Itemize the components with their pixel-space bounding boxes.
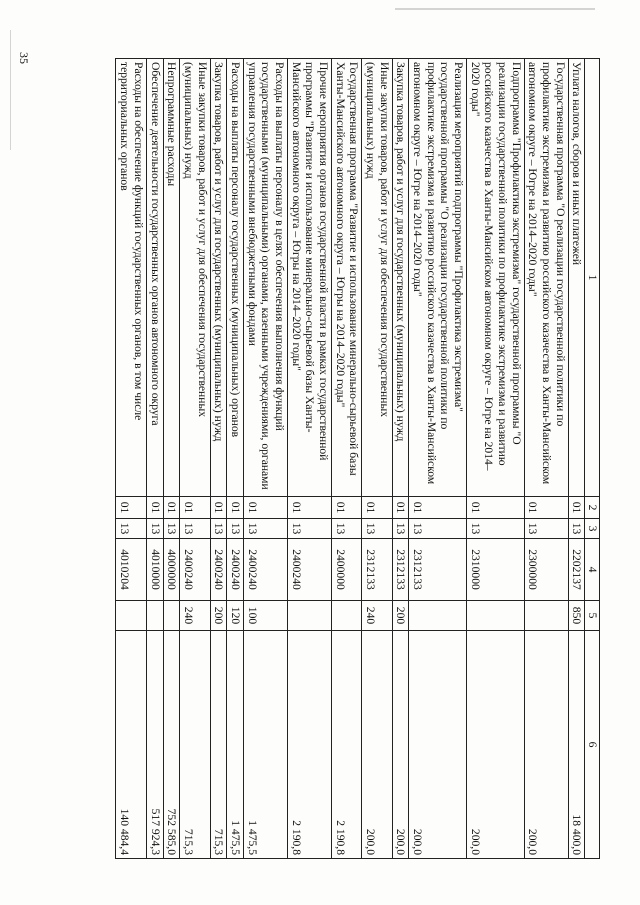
row-section-cell: 01	[243, 497, 287, 519]
row-section-cell: 01	[568, 497, 585, 519]
row-expense-type-cell	[287, 601, 331, 631]
row-expense-type-cell: 200	[392, 601, 409, 631]
row-subsection-cell: 13	[180, 519, 210, 539]
header-cell: 3	[585, 519, 600, 539]
row-section-cell: 01	[392, 497, 409, 519]
header-cell: 4	[585, 539, 600, 601]
table-row	[116, 59, 146, 859]
table-row	[287, 59, 331, 859]
row-section-cell: 01	[146, 497, 163, 519]
row-subsection-cell: 13	[243, 519, 287, 539]
row-name-cell: Подпрограмма "Профилактика экстремизма" государственной программы "О реализации государственной политики по профилактике экстремизма и развитию российского казачества в Ханты-Мансийском автономном округе – Югре на 2014–2020 годы"	[466, 59, 524, 497]
row-amount-cell: 715,3	[210, 631, 227, 859]
row-target-code-cell: 2300000	[524, 539, 568, 601]
header-cell: 1	[585, 59, 600, 497]
row-amount-cell: 140 484,4	[116, 631, 146, 859]
row-target-code-cell: 2400240	[210, 539, 227, 601]
table-row	[466, 59, 524, 859]
row-name-cell: Непрограммные расходы	[163, 59, 180, 497]
row-name-cell: Прочие мероприятия органов государственной власти в рамках государственной программы "Развитие и использование минерально-сырьевой базы Ханты-Мансийского автономного округа – Югры на 2014–2020 годы"	[287, 59, 331, 497]
row-section-cell: 01	[331, 497, 361, 519]
page-number: 35	[17, 52, 31, 64]
row-name-cell: Реализация мероприятий подпрограммы "Профилактика экстремизма" государственной программы "О реализации государственной политики по профилактике экстремизма и развитию российского казачества в Ханты-Мансийском автономном округе – Югре на 2014–2020 годы"	[409, 59, 467, 497]
row-target-code-cell: 2202137	[568, 539, 585, 601]
row-expense-type-cell	[116, 601, 146, 631]
row-subsection-cell: 13	[331, 519, 361, 539]
row-amount-cell: 1 475,5	[227, 631, 244, 859]
rotated-table-container	[86, 58, 600, 858]
row-expense-type-cell	[331, 601, 361, 631]
row-expense-type-cell	[466, 601, 524, 631]
table-row	[409, 59, 467, 859]
row-section-cell: 01	[210, 497, 227, 519]
row-name-cell: Иные закупки товаров, работ и услуг для обеспечения государственных (муниципальных) нужд	[180, 59, 210, 497]
row-target-code-cell: 2400240	[287, 539, 331, 601]
row-name-cell: Обеспечение деятельности государственных органов автономного округа	[146, 59, 163, 497]
row-target-code-cell: 2400240	[180, 539, 210, 601]
row-name-cell: Расходы на выплаты персоналу государственных (муниципальных) органов	[227, 59, 244, 497]
row-target-code-cell: 2312133	[362, 539, 392, 601]
row-expense-type-cell: 200	[210, 601, 227, 631]
row-subsection-cell: 13	[362, 519, 392, 539]
row-amount-cell: 200,0	[362, 631, 392, 859]
row-name-cell: Закупка товаров, работ и услуг для государственных (муниципальных) нужд	[392, 59, 409, 497]
table-row	[146, 59, 163, 859]
row-section-cell: 01	[163, 497, 180, 519]
scan-mark-left	[10, 30, 11, 150]
row-subsection-cell: 13	[116, 519, 146, 539]
table-row	[392, 59, 409, 859]
row-amount-cell: 2 190,8	[331, 631, 361, 859]
row-section-cell: 01	[362, 497, 392, 519]
row-expense-type-cell: 100	[243, 601, 287, 631]
row-expense-type-cell	[409, 601, 467, 631]
row-target-code-cell: 2312133	[392, 539, 409, 601]
row-target-code-cell: 2400240	[227, 539, 244, 601]
row-amount-cell: 200,0	[409, 631, 467, 859]
row-target-code-cell: 4010000	[146, 539, 163, 601]
row-subsection-cell: 13	[568, 519, 585, 539]
row-section-cell: 01	[227, 497, 244, 519]
row-expense-type-cell	[524, 601, 568, 631]
row-subsection-cell: 13	[466, 519, 524, 539]
row-amount-cell: 517 924,3	[146, 631, 163, 859]
row-amount-cell: 752 585,0	[163, 631, 180, 859]
table-row	[180, 59, 210, 859]
header-cell: 6	[585, 631, 600, 859]
table-row	[362, 59, 392, 859]
row-amount-cell: 1 475,5	[243, 631, 287, 859]
row-target-code-cell: 4000000	[163, 539, 180, 601]
row-amount-cell: 200,0	[524, 631, 568, 859]
row-name-cell: Иные закупки товаров, работ и услуг для обеспечения государственных (муниципальных) нужд	[362, 59, 392, 497]
scan-mark-top	[395, 8, 595, 10]
row-target-code-cell: 2400000	[331, 539, 361, 601]
row-amount-cell: 18 400,0	[568, 631, 585, 859]
row-target-code-cell: 2400240	[243, 539, 287, 601]
row-amount-cell: 200,0	[466, 631, 524, 859]
row-section-cell: 01	[409, 497, 467, 519]
row-target-code-cell: 2310000	[466, 539, 524, 601]
row-amount-cell: 2 190,8	[287, 631, 331, 859]
row-subsection-cell: 13	[392, 519, 409, 539]
row-subsection-cell: 13	[287, 519, 331, 539]
row-name-cell: Расходы на обеспечение функций государственных органов, в том числе территориальных органов	[116, 59, 146, 497]
row-name-cell: Государственная программа "Развитие и использование минерально-сырьевой базы Ханты-Мансийского автономного округа – Югры на 2014–2020 годы"	[331, 59, 361, 497]
header-cell: 5	[585, 601, 600, 631]
row-expense-type-cell: 240	[362, 601, 392, 631]
row-section-cell: 01	[180, 497, 210, 519]
row-subsection-cell: 13	[524, 519, 568, 539]
header-cell: 2	[585, 497, 600, 519]
row-name-cell: Государственная программа "О реализации государственной политики по профилактике экстремизма и развитию российского казачества в Ханты-Мансийском автономном округе – Югре на 2014–2020 годы"	[524, 59, 568, 497]
row-name-cell: Расходы на выплаты персоналу в целях обеспечения выполнения функций государственными (муниципальными) органами, казенными учреждениями, органами управления государственными внебюджетными фондами	[243, 59, 287, 497]
table-row	[331, 59, 361, 859]
row-subsection-cell: 13	[146, 519, 163, 539]
row-section-cell: 01	[466, 497, 524, 519]
budget-table	[116, 58, 601, 859]
table-row	[227, 59, 244, 859]
row-target-code-cell: 4010204	[116, 539, 146, 601]
row-expense-type-cell	[163, 601, 180, 631]
table-row	[210, 59, 227, 859]
row-section-cell: 01	[116, 497, 146, 519]
row-target-code-cell: 2312133	[409, 539, 467, 601]
row-name-cell: Закупка товаров, работ и услуг для государственных (муниципальных) нужд	[210, 59, 227, 497]
row-expense-type-cell	[146, 601, 163, 631]
table-row	[568, 59, 585, 859]
table-row	[524, 59, 568, 859]
row-amount-cell: 200,0	[392, 631, 409, 859]
row-expense-type-cell: 120	[227, 601, 244, 631]
row-subsection-cell: 13	[409, 519, 467, 539]
row-amount-cell: 715,3	[180, 631, 210, 859]
table-row	[163, 59, 180, 859]
table-row	[243, 59, 287, 859]
table-header-row	[585, 59, 600, 859]
row-subsection-cell: 13	[210, 519, 227, 539]
row-section-cell: 01	[287, 497, 331, 519]
row-name-cell: Уплата налогов, сборов и иных платежей	[568, 59, 585, 497]
row-subsection-cell: 13	[163, 519, 180, 539]
row-expense-type-cell: 240	[180, 601, 210, 631]
row-section-cell: 01	[524, 497, 568, 519]
row-expense-type-cell: 850	[568, 601, 585, 631]
row-subsection-cell: 13	[227, 519, 244, 539]
